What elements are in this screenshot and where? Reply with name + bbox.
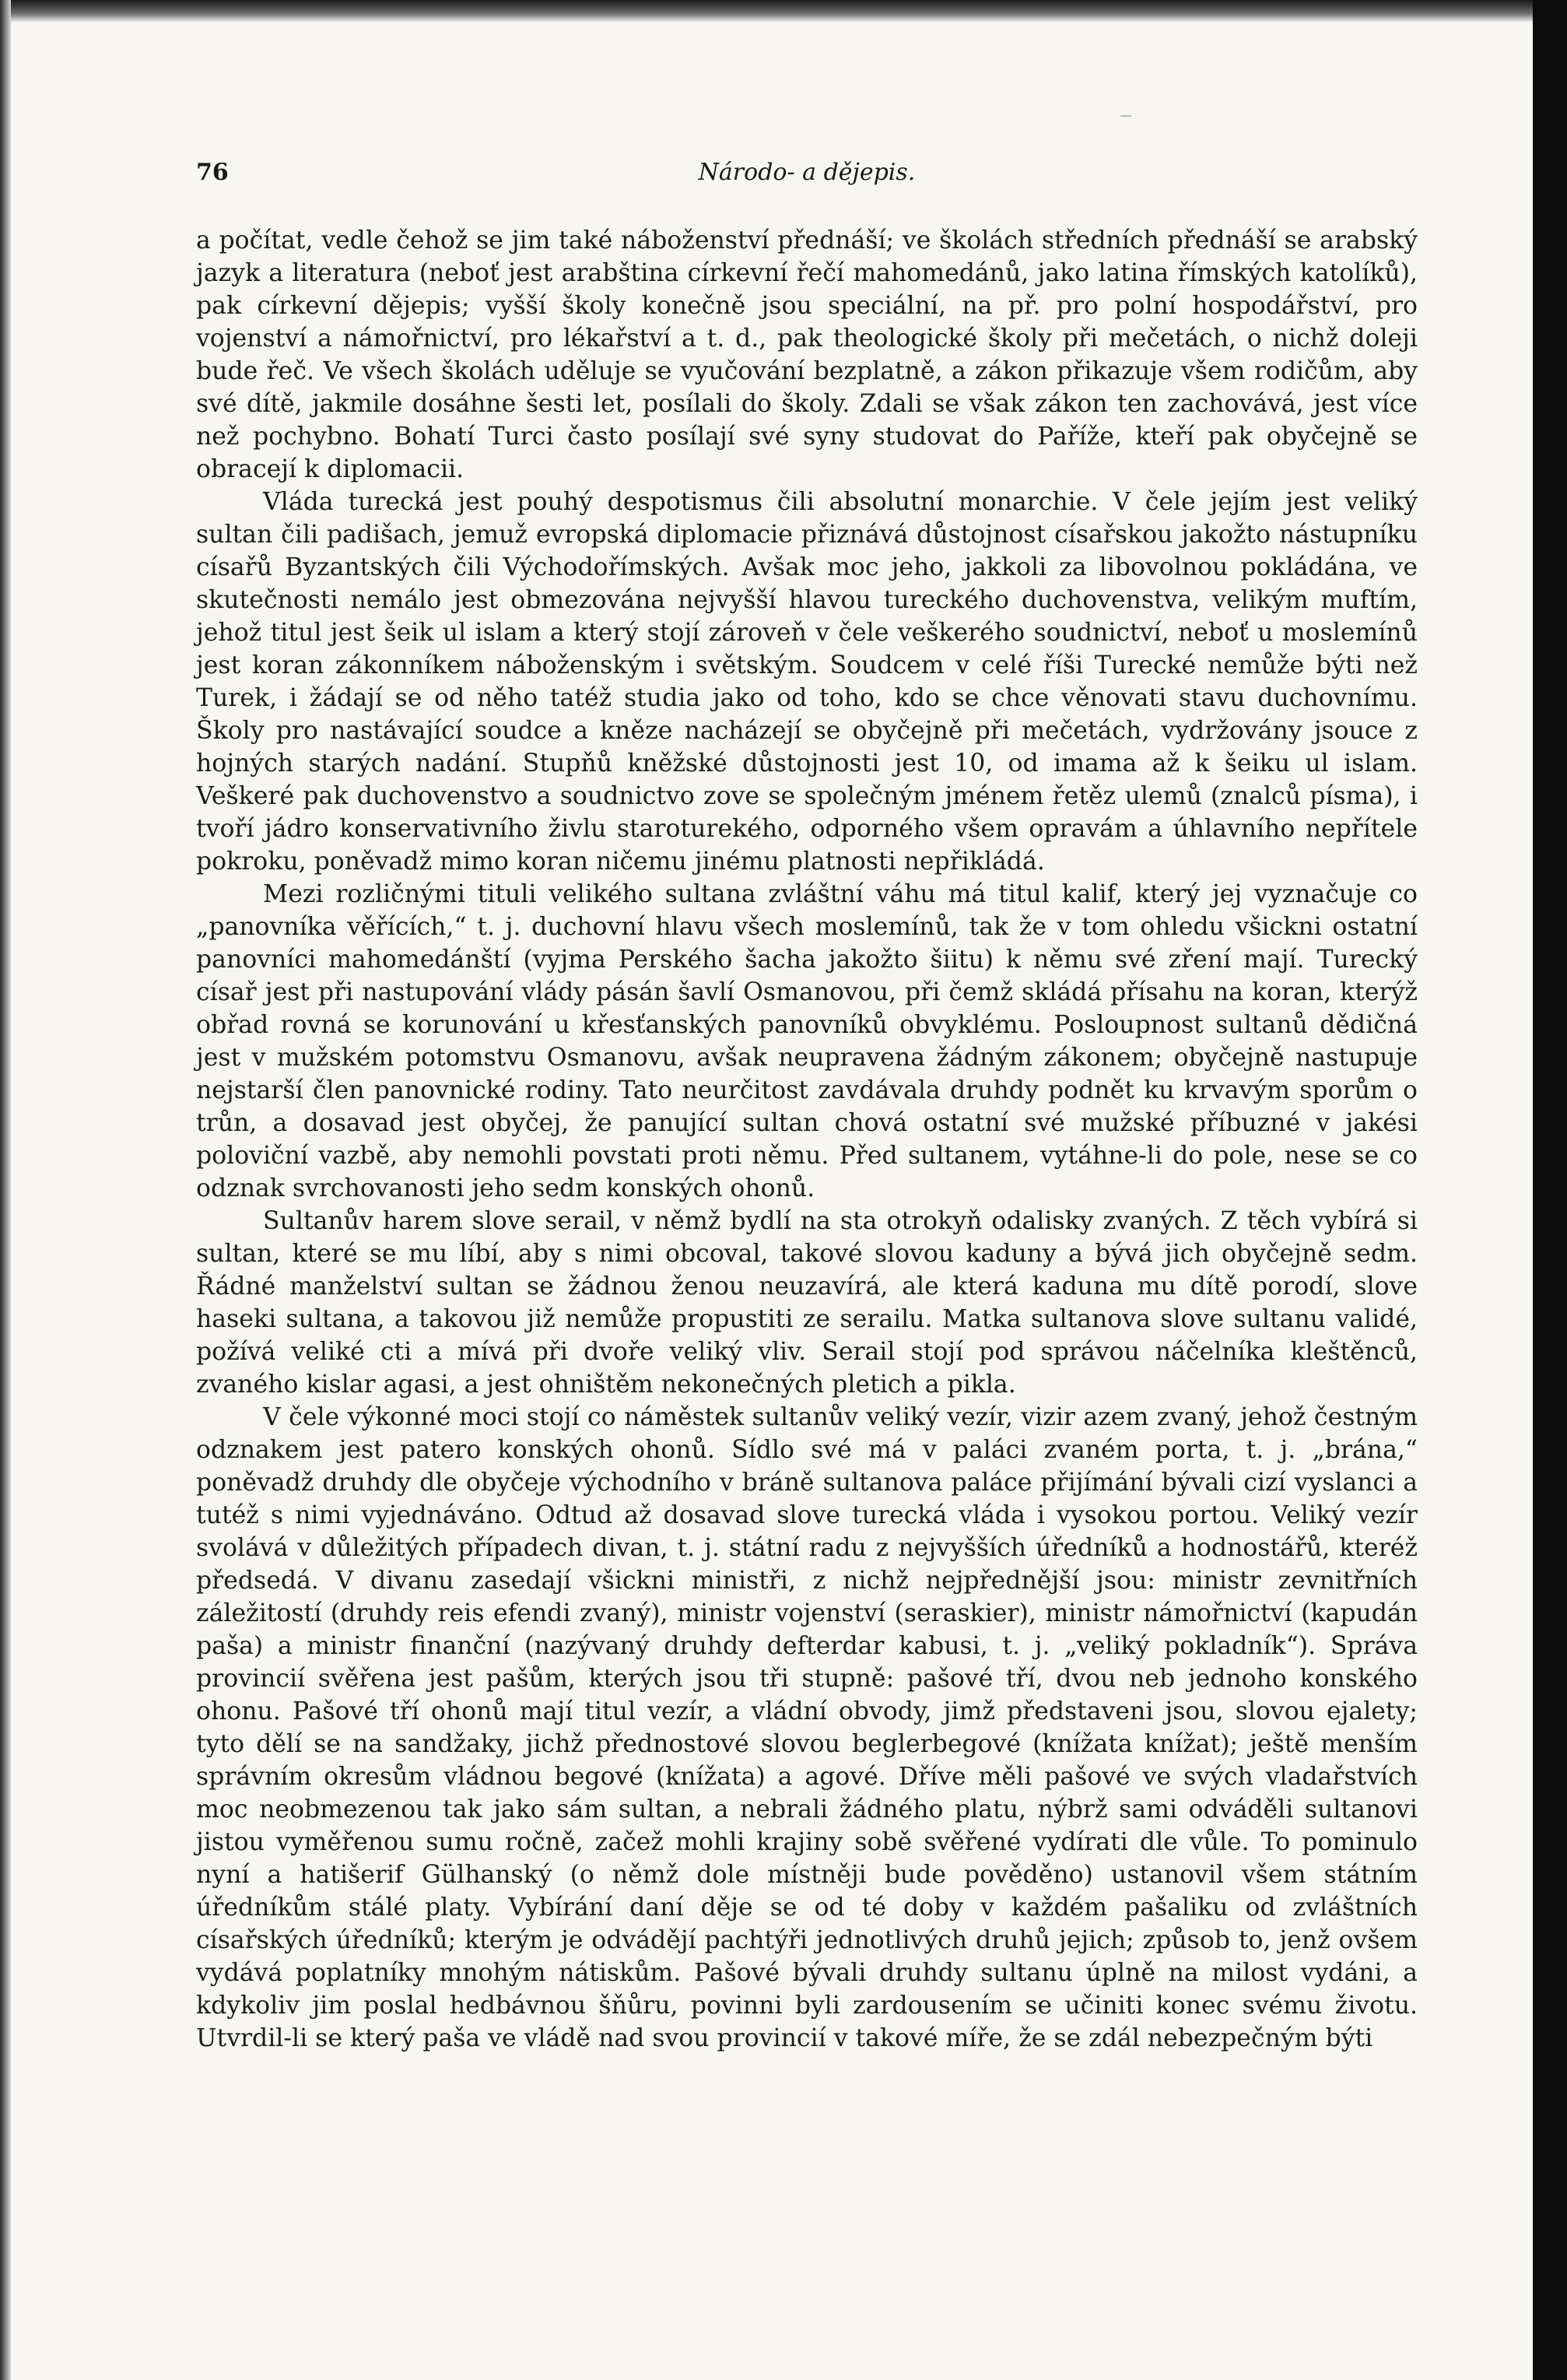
body-text: [196, 224, 1418, 2055]
scan-speck: [1120, 115, 1131, 117]
paragraph: V čele výkonné moci stojí co náměstek sultanův veliký vezír, vizir azem zvaný, jehož čestným odznakem jest patero konských ohonů. Sídlo své má v paláci zvaném porta, t. j. „brána,“ poněvadž druhdy dle obyčeje východního v bráně sultanova paláce přijímání bývali cizí vyslanci a tutéž s nimi vyjednáváno. Odtud až dosavad slove turecká vláda i vysokou portou. Veliký vezír svolává v důležitých případech divan, t. j. státní radu z nejvyšších úředníků a hodnostářů, kteréž předsedá. V divanu zasedají všickni ministři, z nichž nejpřednější jsou: ministr zevnitřních záležitostí (druhdy reis efendi zvaný), ministr vojenství (seraskier), ministr námořnictví (kapudán paša) a ministr finanční (nazývaný druhdy defterdar kabusi, t. j. „veliký pokladník“). Správa provincií svěřena jest pašům, kterých jsou tři stupně: pašové tří, dvou neb jednoho konského ohonu. Pašové tří ohonů mají titul vezír, a vládní obvody, jimž představeni jsou, slovou ejalety; tyto dělí se na sandžaky, jichž přednostové slovou beglerbegové (knížata knížat); ještě menším správním okresům vládnou begové (knížata) a agové. Dříve měli pašové ve svých vladařstvích moc neobmezenou tak jako sám sultan, a nebrali žádného platu, nýbrž sami odváděli sultanovi jistou vyměřenou sumu ročně, začež mohli krajiny sobě svěřené vydírati dle vůle. To pominulo nyní a hatišerif Gülhanský (o němž dole místněji bude pověděno) ustanovil všem státním úředníkům stálé platy. Vybírání daní děje se od té doby v každém pašaliku od zvláštních císařských úředníků; kterým je odvádějí pachtýři jednotlivých druhů jejich; způsob to, jenž ovšem vydává poplatníky mnohým nátiskům. Pašové bývali druhdy sultanu úplně na milost vydáni, a kdykoliv jim poslal hedbávnou šňůru, povinni byli zardousením se učiniti konec svému životu. Utvrdil-li se který paša ve vládě nad svou provincií v takové míře, že se zdál nebezpečným býti: [196, 1403, 1418, 2052]
page-header: [196, 159, 1418, 198]
paragraph: Vláda turecká jest pouhý despotismus čili absolutní monarchie. V čele jejím jest veliký sultan čili padišach, jemuž evropská diplomacie přiznává důstojnost císařskou jakožto nástupníku císařů Byzantských čili Východořímských. Avšak moc jeho, jakkoli za libovolnou pokládána, ve skutečnosti nemálo jest obmezována nejvyšší hlavou tureckého duchovenstva, velikým muftím, jehož titul jest šeik ul islam a který stojí zároveň v čele veškerého soudnictví, neboť u moslemínů jest koran zákonníkem náboženským i světským. Soudcem v celé říši Turecké nemůže býti než Turek, i žádají se od něho tatéž studia jako od toho, kdo se chce věnovati stavu duchovnímu. Školy pro nastávající soudce a kněze nacházejí se obyčejně při mečetách, vydržovány jsouce z hojných starých nadání. Stupňů kněžské důstojnosti jest 10, od imama až k šeiku ul islam. Veškeré pak duchovenstvo a soudnictvo zove se společným jménem řetěz ulemů (znalců písma), i tvoří jádro konservativního živlu staroturekého, odporného všem opravám a úhlavního nepřítele pokroku, poněvadž mimo koran ničemu jinému platnosti nepřikládá.: [196, 488, 1418, 876]
running-head: Národo- a dějepis.: [698, 159, 916, 186]
scan-border-top: [0, 0, 1567, 22]
page-number: 76: [196, 159, 229, 186]
scan-border-right: [1533, 0, 1567, 2380]
paragraph: Mezi rozličnými tituli velikého sultana zvláštní váhu má titul kalif, který jej vyznačuje co „panovníka věřících,“ t. j. duchovní hlavu všech moslemínů, tak že v tom ohledu všickni ostatní panovníci mahomedánští (vyjma Perského šacha jakožto šiitu) k němu své zření mají. Turecký císař jest při nastupování vlády pásán šavlí Osmanovou, při čemž skládá přísahu na koran, kterýž obřad rovná se korunování u křesťanských panovníků obvyklému. Posloupnost sultanů dědičná jest v mužském potomstvu Osmanovu, avšak neupravena žádným zákonem; obyčejně nastupuje nejstarší člen panovnické rodiny. Tato neurčitost zavdávala druhdy podnět ku krvavým sporům o trůn, a dosavad jest obyčej, že panující sultan chová ostatní své mužské příbuzné v jakési poloviční vazbě, aby nemohli povstati proti němu. Před sultanem, vytáhne-li do pole, nese se co odznak svrchovanosti jeho sedm konských ohonů.: [196, 880, 1418, 1202]
scan-border-left: [0, 0, 11, 2380]
paragraph: a počítat, vedle čehož se jim také náboženství přednáší; ve školách středních přednáší se arabský jazyk a literatura (neboť jest arabština církevní řečí mahomedánů, jako latina římských katolíků), pak církevní dějepis; vyšší školy konečně jsou speciální, na př. pro polní hospodářství, pro vojenství a námořnictví, pro lékařství a t. d., pak theologické školy při mečetách, o nichž doleji bude řeč. Ve všech školách uděluje se vyučování bezplatně, a zákon přikazuje všem rodičům, aby své dítě, jakmile dosáhne šesti let, posílali do školy. Zdali se však zákon ten zachovává, jest více než pochybno. Bohatí Turci často posílají své syny studovat do Paříže, kteří pak obyčejně se obracejí k diplomacii.: [196, 226, 1418, 483]
paragraph: Sultanův harem slove serail, v němž bydlí na sta otrokyň odalisky zvaných. Z těch vybírá si sultan, které se mu líbí, aby s nimi obcoval, takové slovou kaduny a bývá jich obyčejně sedm. Řádné manželství sultan se žádnou ženou neuzavírá, ale která kaduna mu dítě porodí, slove haseki sultana, a takovou již nemůže propustiti ze serailu. Matka sultanova slove sultanu validé, požívá veliké cti a mívá při dvoře veliký vliv. Serail stojí pod správou náčelníka kleštěnců, zvaného kislar agasi, a jest ohništěm nekonečných pletich a pikla.: [196, 1207, 1418, 1399]
